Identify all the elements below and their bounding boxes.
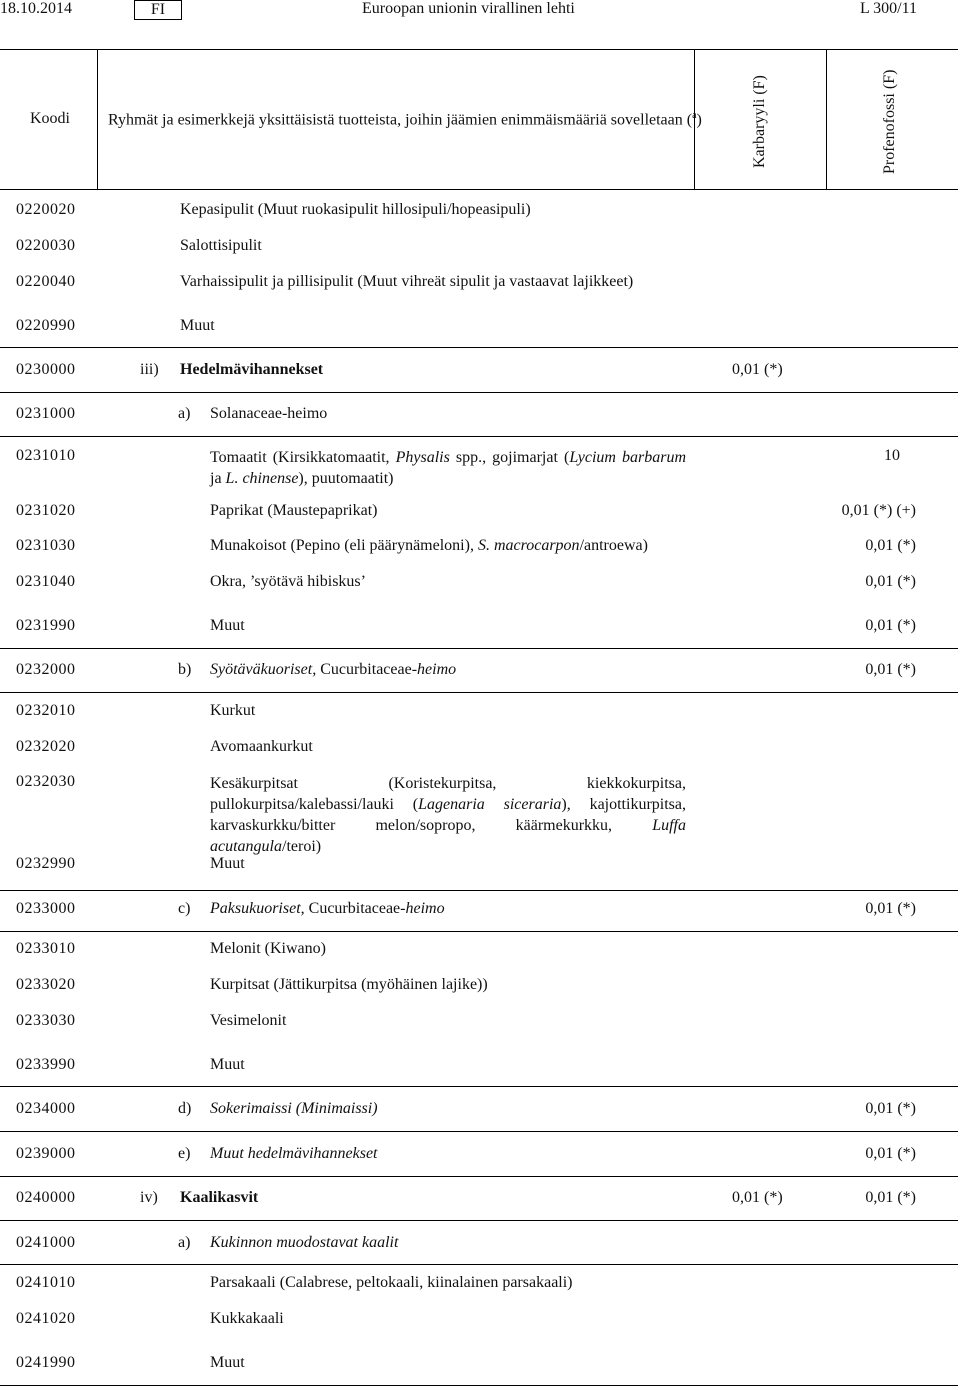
product-name: Paprikat (Maustepaprikat): [210, 502, 378, 519]
product-name: Muut: [210, 855, 245, 872]
product-name: Muut: [180, 317, 215, 334]
row-separator: [0, 931, 958, 932]
product-code: 0220020: [16, 201, 76, 218]
product-name-part: Kesäkurpitsat (Koristekurpitsa, kiekkokurpitsa, pullokurpitsa/kalebassi/lauki (: [210, 775, 686, 813]
row-separator: [0, 1220, 958, 1221]
product-name: Kukinnon muodostavat kaalit: [210, 1234, 399, 1251]
row-separator: [0, 392, 958, 393]
product-name-part: ja: [210, 470, 226, 487]
table-bottom-rule: [0, 1385, 958, 1386]
product-code: 0220040: [16, 273, 76, 290]
header-divider-1: [97, 49, 98, 189]
product-code: 0231030: [16, 537, 76, 554]
product-name: Muut: [210, 1354, 245, 1371]
product-name-part: spp., gojimarjat (: [449, 449, 570, 466]
product-name: Hedelmävihannekset: [180, 361, 324, 378]
product-code: 0233990: [16, 1056, 76, 1073]
product-code: 0241020: [16, 1310, 76, 1327]
row-separator: [0, 1264, 958, 1265]
column-header-karbaryyli: Karbaryyli (F): [751, 75, 768, 168]
profenofossi-value: 0,01 (*): [865, 661, 916, 678]
product-code: 0241010: [16, 1274, 76, 1291]
row-separator: [0, 347, 958, 348]
profenofossi-value: 0,01 (*) (+): [841, 502, 916, 519]
journal-header: [0, 0, 960, 22]
product-name: Kukkakaali: [210, 1310, 284, 1327]
product-name: Muut: [210, 1056, 245, 1073]
row-separator: [0, 1086, 958, 1087]
product-name-part: ), kajottikurpitsa, karvaskurkku/bitter melon/sopropo, käärmekurkku,: [210, 796, 686, 834]
column-header-groups: [108, 110, 702, 129]
subgroup-letter: a): [178, 1234, 191, 1251]
product-name: [210, 661, 456, 679]
karbaryyli-value: 0,01 (*): [732, 361, 783, 378]
product-name-part: ), puutomaatit): [298, 470, 394, 487]
profenofossi-value: 10: [884, 447, 900, 464]
group-numeral: iv): [140, 1189, 158, 1206]
product-name-part: Physalis: [395, 449, 450, 466]
publication-date: 18.10.2014: [0, 0, 72, 17]
profenofossi-value: 0,01 (*): [865, 900, 916, 917]
row-separator: [0, 1176, 958, 1177]
header-divider-3: [826, 49, 827, 189]
groups-header-text: Ryhmät ja esimerkkejä yksittäisistä tuotteista, joihin jäämien enimmäismääriä sovelletaan (: [108, 111, 693, 129]
product-name: Okra, ’syötävä hibiskus’: [210, 573, 366, 590]
groups-header-close: ): [696, 111, 702, 129]
product-name: Kurkut: [210, 702, 256, 719]
product-code: 0241000: [16, 1234, 76, 1251]
product-code: 0232990: [16, 855, 76, 872]
product-name-part: Tomaatit (Kirsikkatomaatit,: [210, 449, 396, 466]
product-name: Kepasipulit (Muut ruokasipulit hillosipuli/hopeasipuli): [180, 201, 531, 218]
product-code: 0231040: [16, 573, 76, 590]
product-name: Kaalikasvit: [180, 1189, 259, 1206]
product-name-part: Lagenaria siceraria: [418, 796, 562, 813]
profenofossi-value: 0,01 (*): [865, 1100, 916, 1117]
product-code: 0233030: [16, 1012, 76, 1029]
column-header-profenofossi: Profenofossi (F): [881, 69, 898, 174]
subgroup-letter: d): [178, 1100, 192, 1117]
profenofossi-value: 0,01 (*): [865, 1189, 916, 1206]
row-separator: [0, 436, 958, 437]
product-code: 0241990: [16, 1354, 76, 1371]
product-name-part: -heimo: [400, 900, 445, 917]
footnote-marker: a: [692, 110, 697, 121]
product-code: 0232030: [16, 773, 76, 790]
product-name: Varhaissipulit ja pillisipulit (Muut vihreät sipulit ja vastaavat lajikkeet): [180, 273, 634, 290]
product-name-part: L. chinense: [225, 470, 299, 487]
product-name-part: /teroi): [282, 838, 322, 855]
product-name: [210, 900, 445, 918]
product-code: 0240000: [16, 1189, 76, 1206]
subgroup-letter: e): [178, 1145, 191, 1162]
product-code: 0231020: [16, 502, 76, 519]
journal-title: Euroopan unionin virallinen lehti: [362, 0, 575, 17]
product-code: 0233000: [16, 900, 76, 917]
product-code: 0234000: [16, 1100, 76, 1117]
profenofossi-value: 0,01 (*): [865, 1145, 916, 1162]
row-separator: [0, 692, 958, 693]
product-name-part: Luffa acutangula: [210, 817, 686, 855]
page-number: L 300/11: [860, 0, 918, 17]
subgroup-letter: c): [178, 900, 191, 917]
product-name-part: Paksukuoriset,: [210, 900, 305, 917]
product-code: 0231000: [16, 405, 76, 422]
product-code: 0233010: [16, 940, 76, 957]
row-separator: [0, 890, 958, 891]
product-name: Kurpitsat (Jättikurpitsa (myöhäinen lajike)): [210, 976, 488, 993]
product-code: 0231010: [16, 447, 76, 464]
product-name: Solanaceae-heimo: [210, 405, 328, 422]
product-name: Sokerimaissi (Minimaissi): [210, 1100, 378, 1117]
product-code: 0232010: [16, 702, 76, 719]
product-code: 0220990: [16, 317, 76, 334]
product-name: Muut: [210, 617, 245, 634]
product-name: [210, 447, 686, 489]
profenofossi-value: 0,01 (*): [865, 617, 916, 634]
product-code: 0233020: [16, 976, 76, 993]
subgroup-letter: a): [178, 405, 191, 422]
column-header-code: Koodi: [30, 110, 70, 127]
product-name: Melonit (Kiwano): [210, 940, 326, 957]
product-name: [210, 537, 648, 555]
row-separator: [0, 648, 958, 649]
group-numeral: iii): [140, 361, 159, 378]
product-name: Parsakaali (Calabrese, peltokaali, kiinalainen parsakaali): [210, 1274, 573, 1291]
product-name: Vesimelonit: [210, 1012, 287, 1029]
row-separator: [0, 1131, 958, 1132]
product-code: 0232020: [16, 738, 76, 755]
subgroup-letter: b): [178, 661, 192, 678]
table-top-rule: [0, 49, 958, 50]
product-code: 0230000: [16, 361, 76, 378]
product-code: 0220030: [16, 237, 76, 254]
product-name-part: Lycium barbarum: [569, 449, 686, 466]
product-name-part: Cucurbitaceae: [316, 661, 412, 678]
profenofossi-value: 0,01 (*): [865, 537, 916, 554]
product-name: Muut hedelmävihannekset: [210, 1145, 378, 1162]
product-name-part: Syötäväkuoriset,: [210, 661, 317, 678]
header-bottom-rule: [0, 189, 958, 190]
product-name: Salottisipulit: [180, 237, 262, 254]
product-code: 0231990: [16, 617, 76, 634]
product-name-part: Munakoisot (Pepino (eli päärynämeloni),: [210, 537, 478, 554]
language-badge: FI: [134, 0, 182, 20]
product-name-part: S. macrocarpon: [477, 537, 580, 554]
karbaryyli-value: 0,01 (*): [732, 1189, 783, 1206]
product-code: 0239000: [16, 1145, 76, 1162]
product-name: Avomaankurkut: [210, 738, 313, 755]
product-name-part: /antroewa): [579, 537, 648, 554]
profenofossi-value: 0,01 (*): [865, 573, 916, 590]
product-code: 0232000: [16, 661, 76, 678]
product-name-part: -heimo: [411, 661, 457, 678]
product-name-part: Cucurbitaceae: [304, 900, 401, 917]
product-name: [210, 773, 686, 857]
